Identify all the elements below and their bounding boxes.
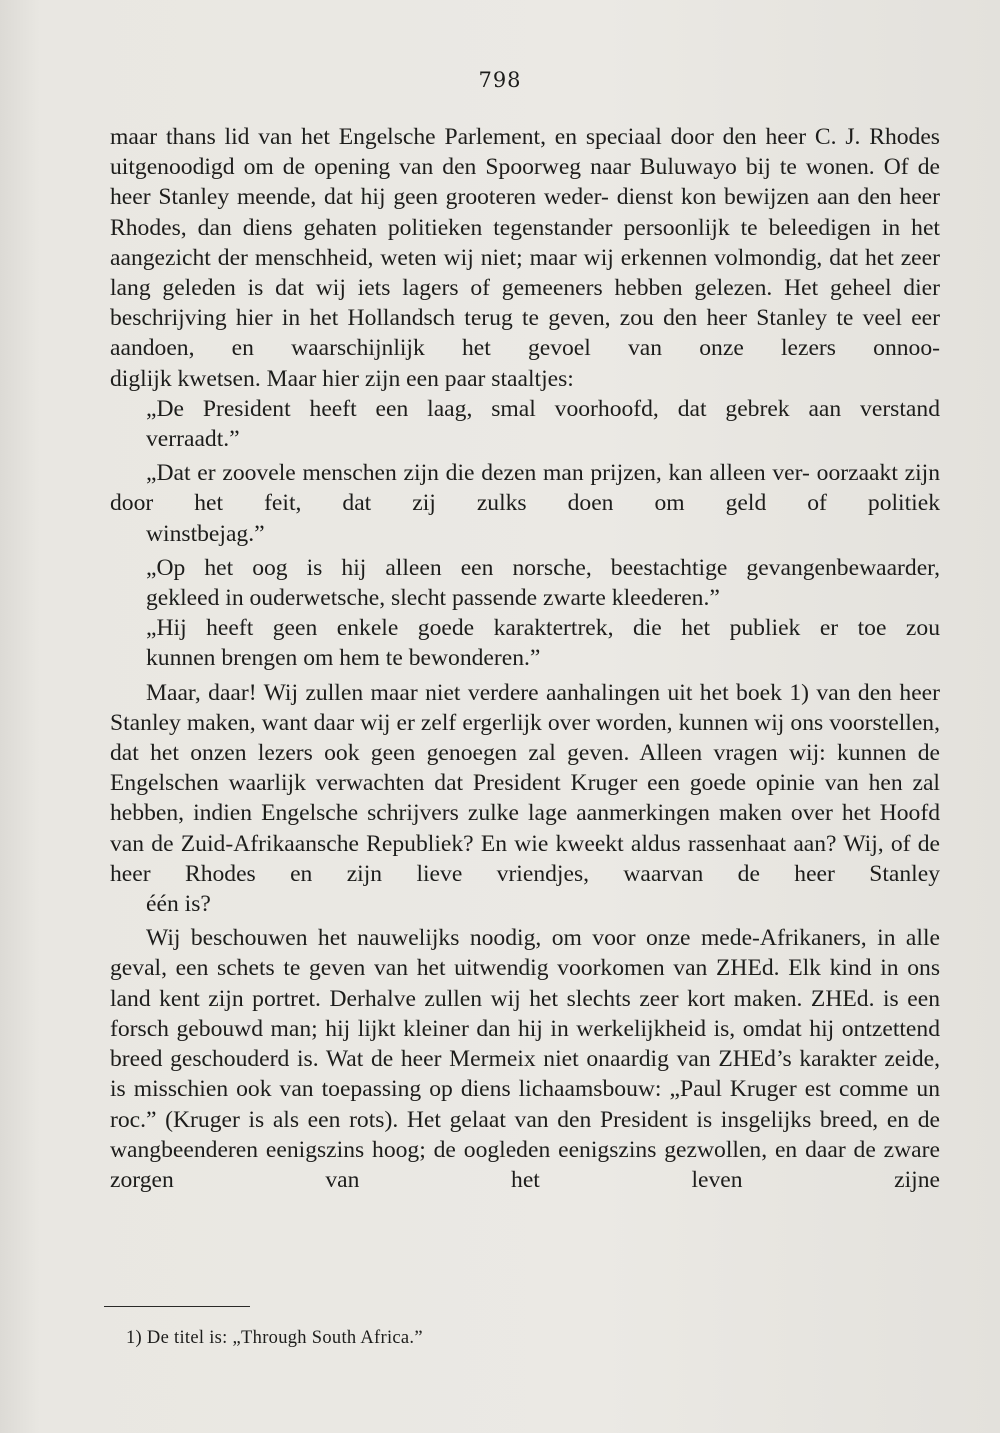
text-line: is dat wij iets lagers of gemeeners hebben gelezen. Het geheel dier bbox=[247, 275, 940, 302]
quote-paragraph bbox=[110, 553, 940, 613]
text-line: van den heer Stanley maken, want daar wij er zelf ergerlijk over worden, bbox=[110, 679, 940, 736]
paragraph bbox=[110, 122, 940, 394]
footnote-divider bbox=[104, 1306, 250, 1307]
text-line: ZHEd. Elk kind in ons land kent zijn portret. Derhalve zullen wij het bbox=[110, 955, 940, 1012]
text-line: „Dat er zoovele menschen zijn die dezen man prijzen, kan alleen ver- bbox=[146, 460, 810, 487]
text-line: oorzaakt zijn door het feit, dat zij zulks doen om geld of politiek bbox=[110, 460, 940, 517]
text-line: diglijk kwetsen. Maar hier zijn een paar staaltjes: bbox=[110, 365, 574, 392]
text-line: is insgelijks breed, en de wangbeenderen eenigszins hoog; de oogleden bbox=[110, 1106, 941, 1163]
text-line: bij te wonen. Of de heer Stanley meende, dat hij geen grooteren weder- bbox=[110, 154, 940, 211]
text-line: één is? bbox=[146, 891, 211, 918]
text-line: kleiner dan hij in werkelijkheid is, omdat hij ontzettend breed geschouderd bbox=[110, 1015, 940, 1073]
page-number: 798 bbox=[478, 68, 522, 92]
text-line: is. Wat de heer Mermeix niet onaardig van ZHEd’s karakter zeide, is bbox=[110, 1046, 940, 1103]
text-line: tegenstander persoonlijk te beleedigen in het aangezicht der menschheid, bbox=[110, 214, 940, 271]
text-line: Engelsche schrijvers zulke lage aanmerkingen maken over het Hoofd van bbox=[110, 800, 940, 857]
quote-paragraph bbox=[110, 613, 940, 673]
text-line: slechts zeer kort maken. ZHEd. is een forsch gebouwd man; hij lijkt bbox=[110, 985, 940, 1042]
text-line: weten wij niet; maar wij erkennen volmondig, dat het zeer lang geleden bbox=[110, 244, 940, 302]
text-line: C. J. Rhodes uitgenoodigd om de opening van den Spoorweg naar Buluwayo bbox=[110, 124, 940, 181]
text-line: Wij beschouwen het nauwelijks noodig, om voor onze mede-Afrikaners, bbox=[146, 925, 867, 952]
text-line: de Zuid-Afrikaansche Republiek? En wie kweekt aldus rassenhaat aan? bbox=[151, 830, 837, 857]
text-line: maar thans lid van het Engelsche Parlement, en speciaal door den heer bbox=[110, 124, 807, 150]
text-line: „Op het oog is hij alleen een norsche, beestachtige gevangenbewaarder, bbox=[146, 554, 940, 581]
text-line: Wij, of de heer Rhodes en zijn lieve vriendjes, waarvan de heer Stanley bbox=[110, 830, 940, 887]
paragraph bbox=[110, 923, 940, 1195]
quote-paragraph bbox=[110, 458, 940, 549]
text-line: „De President heeft een laag, smal voorhoofd, dat gebrek aan verstand bbox=[146, 395, 940, 422]
text-line: gekleed in ouderwetsche, slecht passende zwarte kleederen.” bbox=[146, 585, 720, 612]
text-line: winstbejag.” bbox=[146, 520, 265, 547]
text-line: „Hij heeft geen enkele goede karaktertrek, die het publiek er toe zou bbox=[146, 615, 940, 642]
text-line: comme un roc.” (Kruger is als een rots). Het gelaat van den President bbox=[110, 1076, 940, 1133]
text-line: dienst kon bewijzen aan den heer Rhodes, dan diens gehaten politieken bbox=[110, 184, 940, 241]
quote-paragraph bbox=[110, 394, 940, 454]
footnote: 1) De titel is: „Through South Africa.” bbox=[126, 1328, 423, 1348]
body-text bbox=[110, 122, 940, 1195]
text-line: eenigszins gezwollen, en daar de zware zorgen van het leven zijne bbox=[110, 1136, 940, 1193]
text-line: kunnen brengen om hem te bewonderen.” bbox=[146, 645, 541, 672]
text-line: beschrijving hier in het Hollandsch terug te geven, zou den heer Stanley bbox=[110, 305, 828, 332]
text-line: Maar, daar! Wij zullen maar niet verdere aanhalingen uit het boek 1) bbox=[146, 679, 809, 706]
text-line: in alle geval, een schets te geven van het uitwendig voorkomen van bbox=[110, 925, 940, 982]
paragraph bbox=[110, 678, 940, 920]
text-line: verraadt.” bbox=[146, 426, 240, 453]
text-line: dat President Kruger een goede opinie van hen zal hebben, indien bbox=[110, 770, 940, 827]
text-line: geven. Alleen vragen wij: kunnen de Engelschen waarlijk verwachten bbox=[110, 740, 940, 797]
text-line: kunnen wij ons voorstellen, dat het onzen lezers ook geen genoegen zal bbox=[110, 709, 940, 767]
text-line: misschien ook van toepassing op diens lichaamsbouw: „Paul Kruger est bbox=[133, 1076, 831, 1103]
text-line: te veel eer aandoen, en waarschijnlijk het gevoel van onze lezers onnoo- bbox=[110, 305, 940, 362]
